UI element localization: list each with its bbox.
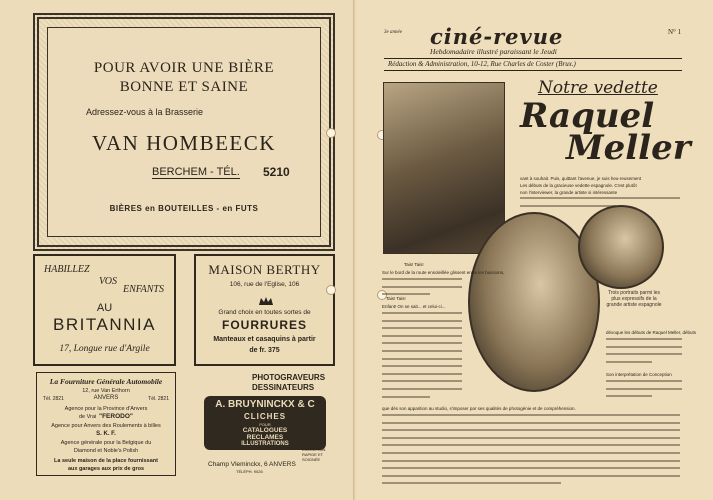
fourniture-address: 12, rue Van Erthorn [82, 388, 130, 394]
body-text-line [382, 327, 462, 329]
body-text-line [520, 205, 616, 207]
body-text-line [382, 293, 430, 295]
col-left-q2: Enfant! On se sait... et celui-ci... [382, 304, 446, 309]
beer-ad-line3: Adressez-vous à la Brasserie [86, 107, 204, 117]
body-text-line [606, 338, 682, 340]
fourniture-title: La Fourniture Générale Automobile [49, 377, 163, 386]
beer-ad-products: BIÈRES en BOUTEILLES - en FUTS [109, 204, 259, 213]
bruyninckx-banner [204, 396, 326, 450]
crown-icon [259, 292, 273, 300]
col-right-1: dévoque les débuts de Raquel Meller, débuts [606, 330, 697, 335]
masthead-admin: Rédaction & Administration, 10-12, Rue Charles de Coster (Brux.) [388, 60, 576, 68]
col-left-open: Tais! Tais! [404, 262, 424, 267]
article-start3: non l'interviewer, la grande artiste si intéressante [520, 190, 618, 195]
body-text-line [520, 197, 680, 199]
bruyninckx-brand: A. BRUYNINCKX & C [215, 399, 315, 410]
berthy-fourrures: FOURRURES [221, 318, 307, 332]
body-text-line [382, 444, 680, 446]
body-text-line [382, 422, 680, 424]
body-text-line [382, 429, 680, 431]
bruyninckx-exec3: SOIGNÉE [302, 457, 321, 462]
fourniture-footer1: La seule maison de la place fournissant [54, 458, 158, 464]
fourniture-skf: S. K. F. [96, 431, 116, 437]
col-left-q: Tais! Tais! [386, 296, 406, 301]
body-text-line [382, 380, 462, 382]
body-text-line [382, 320, 462, 322]
britannia-w2: VOS [99, 276, 118, 287]
bruyninckx-list1: CATALOGUES [242, 427, 288, 434]
body-text-line [382, 342, 462, 344]
bruyninckx-ad [196, 372, 336, 476]
fourniture-tel-right: Tél. 2821 [148, 396, 169, 402]
heading-notre-vedette: Notre vedette [538, 78, 658, 98]
masthead-rule-top [384, 58, 682, 59]
masthead-rule-bottom [384, 70, 682, 71]
body-text-line [382, 358, 462, 360]
berthy-line2: Manteaux et casaquins à partir [213, 336, 316, 343]
fourniture-ad [36, 372, 176, 476]
fourniture-city: ANVERS [93, 395, 119, 401]
body-text-line [382, 452, 680, 454]
photo-raquel-small-oval [578, 205, 664, 289]
fourniture-agent2: Agence pour Anvers des Roulements à billes [51, 423, 161, 429]
britannia-ad [33, 254, 176, 366]
body-text-line [382, 388, 462, 390]
article-bottom: que dès son apparition au studio, s'imposer par ses qualités de photogénie et de compréhension. [382, 406, 576, 411]
bruyninckx-list3: ILLUSTRATIONS [241, 441, 289, 447]
britannia-w3: ENFANTS [123, 284, 164, 295]
berthy-address: 106, rue de l'Eglise, 106 [229, 281, 300, 288]
fourniture-tel-left: Tél. 2821 [43, 396, 64, 402]
britannia-address: 17, Longue rue d'Argile [59, 344, 150, 354]
body-text-line [606, 380, 682, 382]
bruyninckx-tel: TÉLÉPH. 9026 [236, 469, 263, 474]
body-text-line [606, 353, 682, 355]
fourniture-agent3b: Diamond et Noble's Polish [73, 448, 139, 454]
berthy-brand: MAISON BERTHY [208, 262, 321, 277]
fourniture-agent1: Agence pour la Province d'Anvers [64, 406, 148, 412]
body-text-line [606, 395, 652, 397]
bruyninckx-cliches: CLICHES [243, 412, 287, 421]
body-text-line [382, 373, 462, 375]
berthy-line1: Grand choix en toutes sortes de [218, 309, 311, 316]
masthead-title: ciné-revue [430, 24, 564, 49]
beer-ad-brand: VAN HOMBEECK [92, 131, 276, 155]
bruyninckx-exec1: EXÉCUTION [302, 447, 326, 452]
fourniture-agent3: Agence générale pour la Belgique du [60, 440, 152, 446]
body-text-line [382, 460, 680, 462]
photo-raquel-costume [383, 82, 505, 254]
body-text-line [606, 346, 682, 348]
bruyninckx-exec2: RAPIDE ET [302, 452, 324, 457]
bruyninckx-top1: PHOTOGRAVEURS [252, 373, 326, 382]
col-left-open2: Sur le bord de la route ensoleillée glissent entre les buissons, [382, 270, 505, 275]
body-text-line [382, 365, 462, 367]
body-text-line [382, 467, 680, 469]
body-text-line [382, 278, 462, 280]
britannia-brand: BRITANNIA [53, 315, 156, 334]
year-label: 3e année [384, 30, 402, 35]
binding-hole [326, 285, 336, 295]
berthy-ad [194, 254, 335, 366]
britannia-w4: AU [96, 302, 113, 314]
body-text-line [382, 312, 462, 314]
body-text-line [382, 350, 462, 352]
berthy-line3: de fr. 375 [249, 347, 280, 354]
body-text-line [382, 482, 561, 484]
body-text-line [382, 414, 680, 416]
britannia-w1: HABILLEZ [44, 264, 90, 275]
beer-ad-inner [47, 27, 321, 237]
fourniture-footer2: aux garages aux prix de gros [67, 466, 145, 472]
body-text-line [382, 437, 680, 439]
left-page [0, 0, 356, 500]
heading-last-name: Meller [566, 128, 691, 168]
body-text-line [382, 335, 462, 337]
beer-ad-city-phone: BERCHEM - TÉL. [152, 166, 240, 178]
body-text-line [382, 475, 680, 477]
col-right-2: Son interprétation de Conception [606, 372, 672, 377]
body-text-line [606, 388, 682, 390]
bruyninckx-pour: POUR [259, 422, 271, 427]
fourniture-agent1b: de Vrai [79, 414, 97, 420]
body-text-line [382, 396, 430, 398]
beer-ad-line1: POUR AVOIR UNE BIÈRE [93, 60, 275, 76]
beer-ad [33, 13, 335, 251]
photo-caption: Trois portraits parmi les plus expressifs de la grande artiste espagnole [606, 290, 662, 308]
bruyninckx-top2: DESSINATEURS [252, 383, 315, 392]
article-start2: Les débuts de la gracieuse vedette espagnole. C'est plutôt [520, 183, 637, 188]
beer-ad-phone: 5210 [263, 165, 290, 179]
bruyninckx-address: Champ Vleminckx, 6 ANVERS [208, 461, 296, 468]
fourniture-ferodo: "FERODO" [99, 413, 133, 420]
binding-hole [326, 128, 336, 138]
issue-number: N° 1 [668, 28, 682, 36]
beer-ad-line2: BONNE ET SAINE [119, 79, 249, 95]
article-start: vant à souhait. Puis, quittant l'avenue, je suis heu-reusement [520, 176, 642, 181]
bruyninckx-list2: RECLAMES [246, 434, 284, 441]
body-text-line [606, 361, 652, 363]
heading-first-name: Raquel [520, 96, 655, 136]
masthead-subtitle: Hebdomadaire illustré paraissant le Jeudi [430, 47, 557, 56]
body-text-line [382, 286, 462, 288]
